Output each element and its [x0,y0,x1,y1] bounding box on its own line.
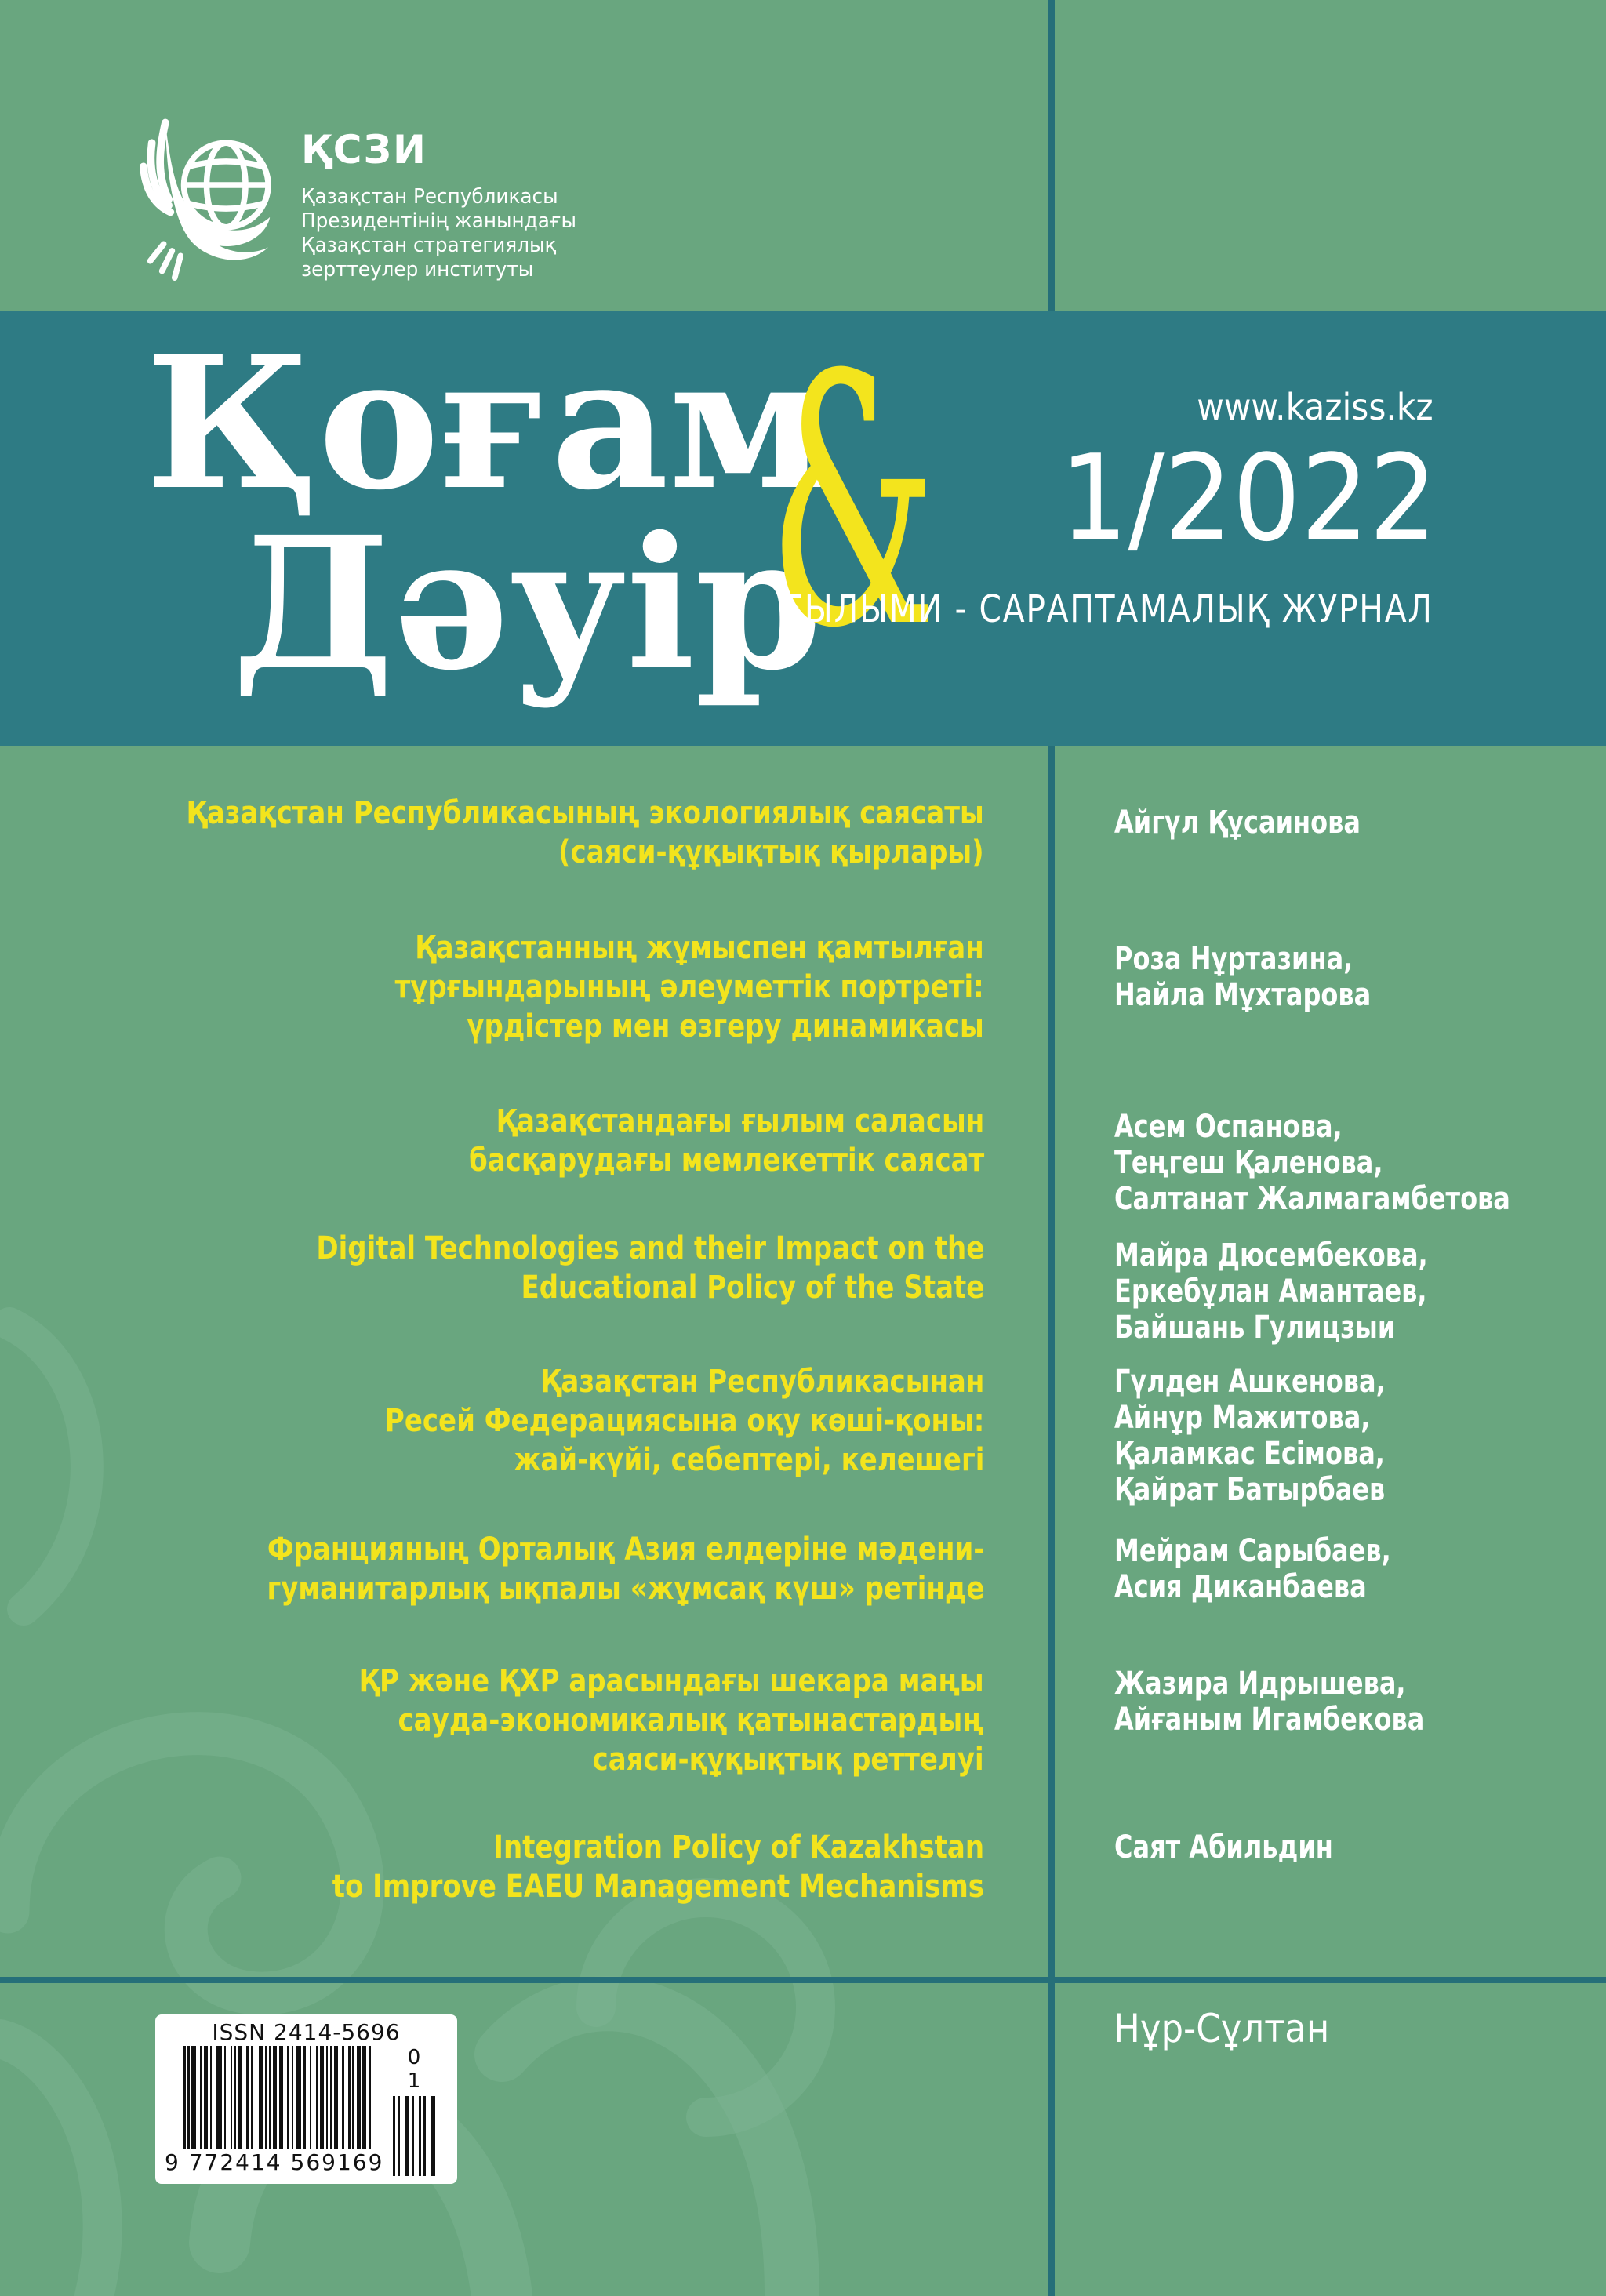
issn-label: ISSN 2414-5696 [212,2019,401,2045]
toc-title-line: басқарудағы мемлекеттік саясат [468,1143,984,1179]
toc-author: Қаламкас Есімова, [1114,1436,1385,1472]
toc-title-4 [316,1229,984,1307]
barcode-addon [393,2046,441,2176]
barcode-bar [296,2046,302,2149]
toc-author: Гүлден Ашкенова, [1114,1364,1386,1400]
logo-org-line: Қазақстан Республикасы [301,185,558,209]
toc-authors-7 [1114,1666,1424,1738]
barcode-space [371,2046,372,2149]
toc-author: Қайрат Батырбаев [1114,1472,1386,1508]
toc-author: Еркебұлан Амантаев, [1114,1273,1427,1310]
toc-title-2 [395,928,984,1046]
toc-title-8 [332,1828,984,1906]
ampersand-glyph: & [768,302,938,703]
toc-author: Асем Оспанова, [1114,1109,1343,1145]
toc-author: Байшань Гулицзыи [1114,1310,1396,1346]
toc-authors-1 [1114,805,1361,841]
toc-title-line: ҚР және ҚХР арасындағы шекара маңы [358,1663,984,1699]
publication-city: Нұр-Сұлтан [1114,2006,1330,2051]
journal-title-line1: Қоғам [146,316,827,530]
toc-author: Мейрам Сарыбаев, [1114,1533,1391,1569]
toc-title-line: Educational Policy of the State [521,1270,984,1306]
toc-title-line: Қазақстанның жұмыспен қамтылған [415,930,984,966]
toc-author: Салтанат Жалмагамбетова [1114,1181,1510,1217]
toc-author: Айгүл Құсаинова [1114,805,1361,841]
toc-title-line: Ресей Федерациясына оқу көші-қоны: [384,1403,984,1439]
logo-org-line: зерттеулер институты [301,258,534,282]
toc-title-1 [187,794,984,872]
toc-title-line: гуманитарлық ықпалы «жұмсақ күш» ретінде [267,1571,984,1607]
toc-title-line: Қазақстан Республикасынан [540,1364,984,1400]
barcode-bar [216,2046,223,2149]
toc-title-5 [385,1362,984,1480]
toc-author: Роза Нұртазина, [1114,941,1353,977]
toc-author: Айғаным Игамбекова [1114,1702,1425,1738]
toc-title-line: (саяси-құқықтық қырлары) [558,834,984,870]
issn-barcode [155,2014,457,2184]
toc-title-line: to Improve EAEU Management Mechanisms [332,1869,984,1905]
toc-title-line: үрдістер мен өзгеру динамикасы [467,1008,984,1044]
toc-author: Найла Мұхтарова [1114,977,1372,1013]
barcode-space [435,2096,438,2176]
barcode-bars [183,2046,372,2149]
barcode-space [253,2046,259,2149]
barcode-addon-bars [393,2096,441,2176]
toc-title-line: Францияның Орталық Азия елдеріне мәдени- [267,1531,984,1568]
logo-acronym: ҚСЗИ [301,127,427,173]
toc-authors-6 [1114,1533,1391,1605]
toc-authors-4 [1114,1237,1428,1346]
toc-author: Айнұр Мажитова, [1114,1400,1371,1436]
toc-title-line: Digital Technologies and their Impact on the [316,1230,984,1266]
toc-author: Теңгеш Қаленова, [1114,1145,1383,1181]
toc-authors-2 [1114,941,1371,1013]
toc-author: Асия Диканбаева [1114,1569,1367,1605]
toc-title-6 [267,1530,984,1608]
toc-title-line: саяси-құқықтық реттелуі [592,1742,984,1778]
issue-number: 1/2022 [1059,429,1437,568]
toc-authors-3 [1114,1109,1510,1217]
toc-title-line: тұрғындарының әлеуметтік портреті: [394,969,984,1005]
toc-title-line: жай-күйі, себептері, келешегі [514,1442,984,1478]
toc-title-3 [469,1102,984,1180]
toc-title-line: сауда-экономикалық қатынастардың [398,1702,984,1738]
journal-subtitle: ҒЫЛЫМИ - САРАПТАМАЛЫҚ ЖУРНАЛ [781,587,1433,631]
toc-title-line: Integration Policy of Kazakhstan [493,1829,984,1866]
toc-title-line: Қазақстандағы ғылым саласын [496,1103,984,1139]
toc-authors-8 [1114,1829,1333,1866]
logo-org-line: Қазақстан стратегиялық [301,234,557,257]
website-url: www.kaziss.kz [1197,386,1433,428]
toc-title-line: Қазақстан Республикасының экологиялық саясаты [186,795,984,831]
logo-org-line: Президентінің жанындағы [301,209,576,233]
journal-title-line2: Дәуір [232,496,823,710]
barcode-addon-digits: 0 1 [407,2046,427,2093]
toc-title-7 [359,1662,984,1779]
toc-author: Саят Абильдин [1114,1829,1333,1866]
toc-author: Жазира Идрышева, [1114,1666,1406,1702]
toc-author: Майра Дюсембекова, [1114,1237,1428,1273]
barcode-digits: 9 772414 569169 [165,2149,384,2175]
toc-authors-5 [1114,1364,1386,1508]
